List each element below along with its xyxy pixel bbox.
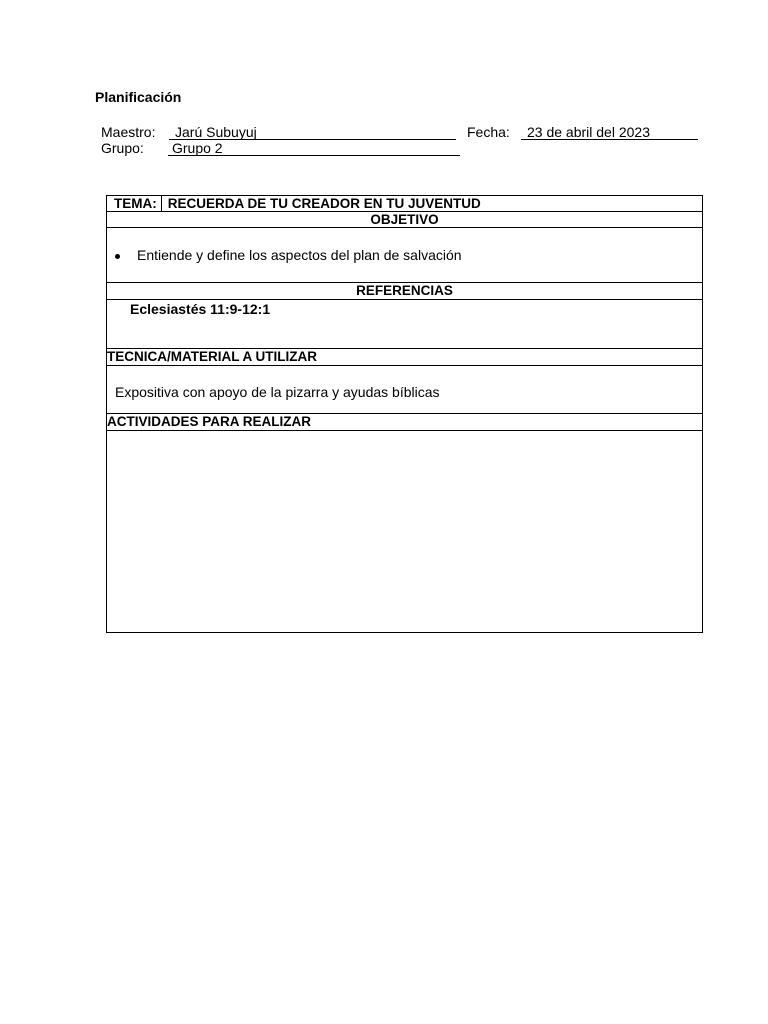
referencias-section [107, 300, 702, 349]
fecha-field[interactable] [521, 124, 698, 140]
fecha-label: Fecha: [467, 124, 510, 140]
objetivo-list [107, 228, 702, 263]
actividades-section[interactable] [107, 431, 702, 632]
referencia-text: Eclesiastés 11:9-12:1 [130, 301, 271, 317]
actividades-heading: ACTIVIDADES PARA REALIZAR [107, 414, 702, 431]
tecnica-section [107, 366, 702, 414]
tema-value: RECUERDA DE TU CREADOR EN TU JUVENTUD [167, 196, 481, 211]
tecnica-heading: TECNICA/MATERIAL A UTILIZAR [107, 349, 702, 366]
tema-label: TEMA: [107, 196, 162, 211]
tecnica-text: Expositiva con apoyo de la pizarra y ayudas bíblicas [115, 384, 440, 400]
tema-row [107, 196, 702, 212]
maestro-label: Maestro: [101, 124, 156, 140]
objetivo-heading: OBJETIVO [107, 212, 702, 228]
objetivo-section [107, 228, 702, 283]
grupo-field[interactable] [168, 140, 460, 156]
objetivo-text: Entiende y define los aspectos del plan de salvación [137, 247, 462, 263]
fecha-value: 23 de abril del 2023 [527, 124, 650, 140]
grupo-label: Grupo: [101, 140, 144, 156]
referencias-heading: REFERENCIAS [107, 283, 702, 300]
maestro-value: Jarú Subuyuj [175, 124, 257, 140]
bullet-icon [115, 254, 120, 259]
planning-table [106, 195, 703, 633]
maestro-field[interactable] [169, 124, 456, 140]
grupo-value: Grupo 2 [172, 140, 223, 156]
page-title: Planificación [95, 89, 182, 105]
list-item [107, 228, 702, 263]
